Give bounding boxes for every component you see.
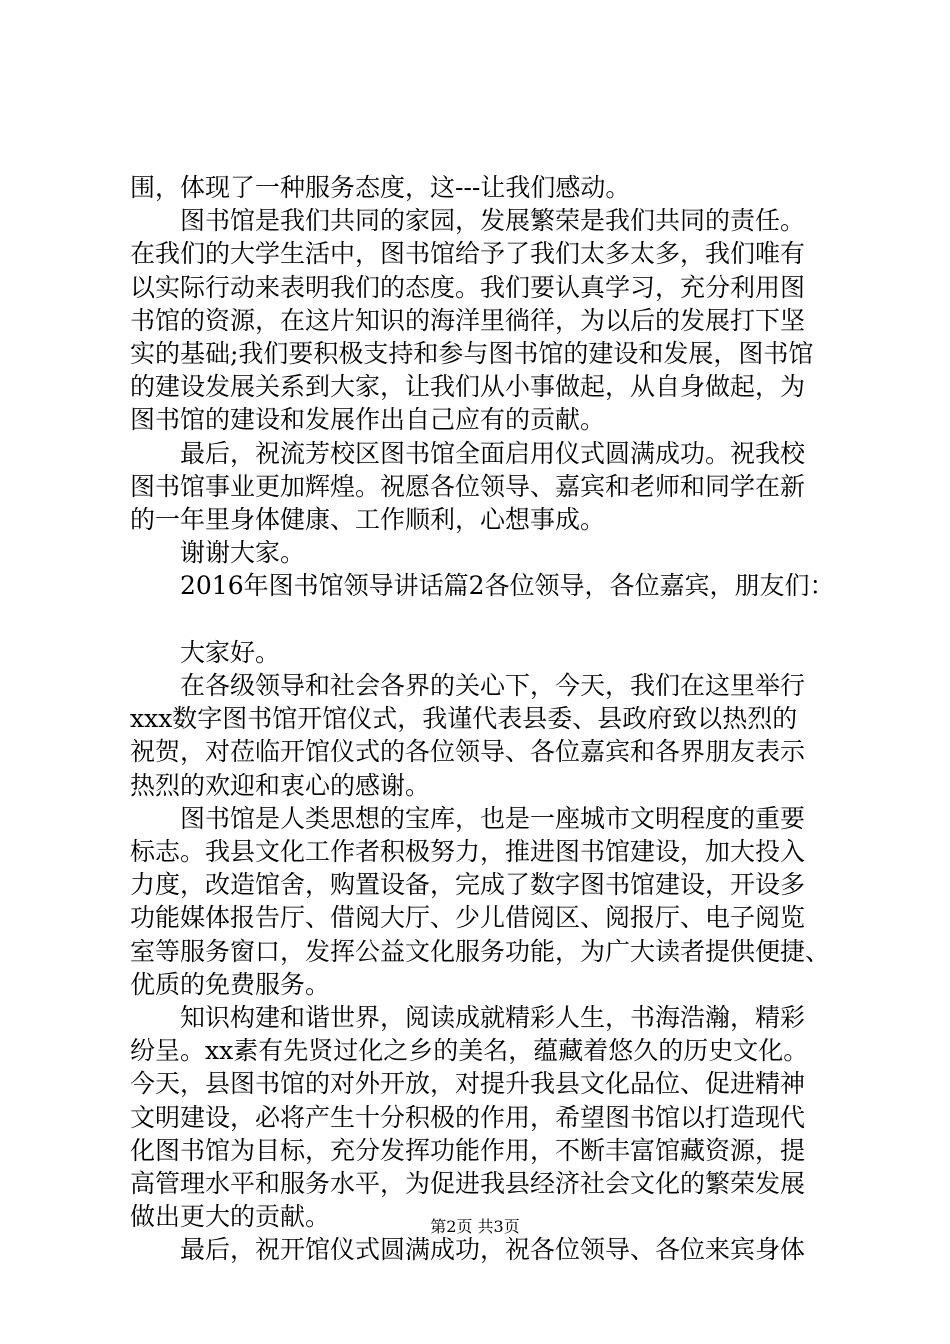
text-line: 围，体现了一种服务态度，这---让我们感动。 xyxy=(130,173,631,202)
page-footer xyxy=(0,1217,950,1237)
page-number-label: 第2页 共3页 xyxy=(430,1217,520,1236)
text-line: 标志。我县文化工作者积极努力，推进图书馆建设，加大投入 xyxy=(130,837,806,866)
text-line: 的建设发展关系到大家，让我们从小事做起，从自身做起，为 xyxy=(130,372,806,402)
text-line: 做出更大的贡献。 xyxy=(130,1202,331,1232)
text-line: 力度，改造馆舍，购置设备，完成了数字图书馆建设，开设多 xyxy=(130,870,806,900)
text-line: 在我们的大学生活中，图书馆给予了我们太多太多，我们唯有 xyxy=(130,239,806,269)
text-line: 知识构建和谐世界，阅读成就精彩人生，书海浩瀚，精彩 xyxy=(130,1003,806,1032)
text-line: 实的基础;我们要积极支持和参与图书馆的建设和发展，图书馆 xyxy=(130,339,814,368)
text-line: 书馆的资源，在这片知识的海洋里徜徉，为以后的发展打下坚 xyxy=(130,305,806,335)
text-line: 高管理水平和服务水平，为促进我县经济社会文化的繁荣发展 xyxy=(130,1169,806,1198)
text-line: 图书馆是人类思想的宝库，也是一座城市文明程度的重要 xyxy=(130,803,806,833)
text-line: 室等服务窗口，发挥公益文化服务功能，为广大读者提供便捷、 xyxy=(130,936,831,966)
text-line: 图书馆的建设和发展作出自己应有的贡献。 xyxy=(130,405,606,435)
text-line: 祝贺，对莅临开馆仪式的各位领导、各位嘉宾和各界朋友表示 xyxy=(130,737,806,767)
text-line: 大家好。 xyxy=(130,637,281,667)
text-line: 优质的免费服务。 xyxy=(130,969,331,999)
text-line: 热烈的欢迎和衷心的感谢。 xyxy=(130,770,431,800)
text-line: 纷呈。xx素有先贤过化之乡的美名，蕴藏着悠久的历史文化。 xyxy=(130,1036,809,1066)
text-line: 的一年里身体健康、工作顺利，心想事成。 xyxy=(130,505,606,534)
text-line: 以实际行动来表明我们的态度。我们要认真学习，充分利用图 xyxy=(130,272,806,302)
text-line: 谢谢大家。 xyxy=(130,538,306,568)
text-line: 图书馆是我们共同的家园，发展繁荣是我们共同的责任。 xyxy=(130,206,806,236)
text-line: xxx数字图书馆开馆仪式，我谨代表县委、县政府致以热烈的 xyxy=(130,704,798,734)
text-line: 最后，祝流芳校区图书馆全面启用仪式圆满成功。祝我校 xyxy=(130,438,806,468)
text-line: 化图书馆为目标，充分发挥功能作用，不断丰富馆藏资源，提 xyxy=(130,1135,806,1165)
text-line: 2016年图书馆领导讲话篇2各位领导，各位嘉宾，朋友们： xyxy=(130,571,835,601)
text-line: 在各级领导和社会各界的关心下，今天，我们在这里举行 xyxy=(130,671,806,700)
text-line: 文明建设，必将产生十分积极的作用，希望图书馆以打造现代 xyxy=(130,1102,806,1132)
text-line: 最后，祝开馆仪式圆满成功，祝各位领导、各位来宾身体 xyxy=(130,1235,806,1265)
text-line: 功能媒体报告厅、借阅大厅、少儿借阅区、阅报厅、电子阅览 xyxy=(130,903,806,933)
text-line: 今天，县图书馆的对外开放，对提升我县文化品位、促进精神 xyxy=(130,1069,806,1099)
text-line: 图书馆事业更加辉煌。祝愿各位领导、嘉宾和老师和同学在新 xyxy=(130,471,806,501)
